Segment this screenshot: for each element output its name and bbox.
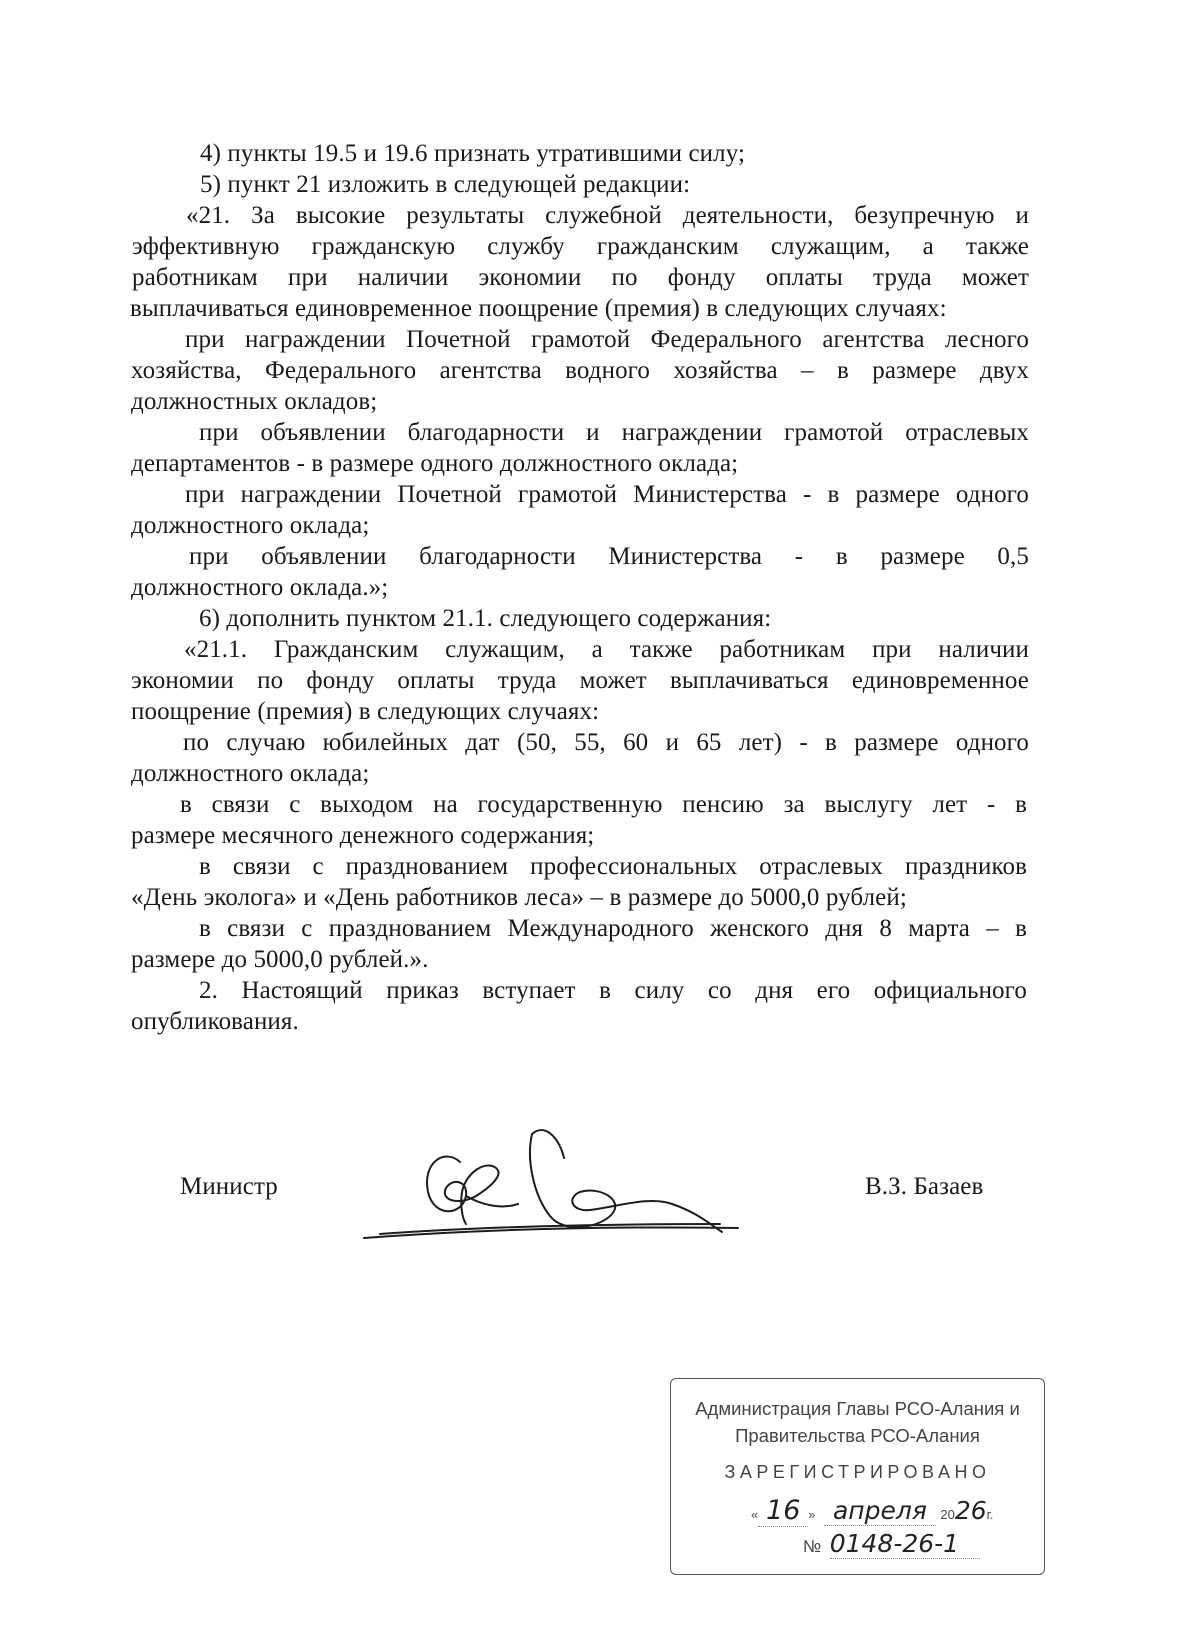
body-line: 2. Настоящий приказ вступает в силу со дня его официального: [199, 977, 1027, 1004]
body-line: по случаю юбилейных дат (50, 55, 60 и 65 лет) - в размере одного: [183, 729, 1029, 756]
handwritten-signature: [350, 1100, 750, 1240]
registration-stamp: [670, 1378, 1045, 1575]
stamp-number: 0148-26-1: [830, 1529, 980, 1559]
body-line: опубликования.: [131, 1008, 299, 1035]
body-line: хозяйства, Федерального агентства водного хозяйства – в размере двух: [131, 357, 1029, 384]
body-line: при награждении Почетной грамотой Федерального агентства лесного: [185, 326, 1029, 353]
stamp-number-row: [803, 1529, 980, 1559]
stamp-line-2: Правительства РСО-Алания: [735, 1425, 980, 1446]
body-line: должностных окладов;: [131, 388, 378, 415]
body-line: при награждении Почетной грамотой Министерства - в размере одного: [185, 481, 1029, 508]
body-line: при объявлении благодарности Министерства - в размере 0,5: [189, 543, 1029, 570]
body-line: должностного оклада;: [131, 760, 370, 787]
stamp-year-prefix: 20: [940, 1507, 955, 1522]
signatory-name: В.З. Базаев: [865, 1173, 984, 1200]
body-line: эффективную гражданскую службу гражданским служащим, а также: [132, 233, 1029, 260]
signatory-title: Министр: [180, 1173, 278, 1200]
stamp-date-day: 16: [758, 1495, 808, 1527]
stamp-number-label: №: [803, 1537, 822, 1556]
body-line: должностного оклада.»;: [131, 574, 389, 601]
stamp-year-unit: г.: [986, 1507, 994, 1522]
stamp-date-month: апреля: [824, 1496, 936, 1526]
body-line: в связи с празднованием Международного женского дня 8 марта – в: [199, 915, 1027, 942]
body-line: при объявлении благодарности и награждении грамотой отраслевых: [199, 419, 1029, 446]
stamp-line-1: Администрация Главы РСО-Алания и: [695, 1398, 1020, 1419]
body-line: «21.1. Гражданским служащим, а также работникам при наличии: [184, 636, 1029, 663]
body-line: «21. За высокие результаты служебной деятельности, безупречную и: [186, 202, 1029, 229]
body-line: «День эколога» и «День работников леса» – в размере до 5000,0 рублей;: [131, 884, 907, 911]
body-line: департаментов - в размере одного должностного оклада;: [131, 450, 739, 477]
body-line: выплачиваться единовременное поощрение (премия) в следующих случаях:: [130, 295, 947, 322]
body-line: должностного оклада;: [131, 512, 370, 539]
body-line: размере месячного денежного содержания;: [131, 822, 595, 849]
stamp-year-suffix: 26: [954, 1496, 987, 1525]
stamp-status: ЗАРЕГИСТРИРОВАНО: [724, 1462, 991, 1482]
body-line: 4) пункты 19.5 и 19.6 признать утратившими силу;: [200, 140, 746, 167]
stamp-date-row: « 16 » апреля 2026г.: [751, 1495, 994, 1526]
body-line: работникам при наличии экономии по фонду оплаты труда может: [132, 264, 1029, 291]
body-line: 5) пункт 21 изложить в следующей редакции:: [200, 171, 691, 198]
body-line: 6) дополнить пунктом 21.1. следующего содержания:: [199, 605, 772, 632]
body-line: поощрение (премия) в следующих случаях:: [131, 698, 600, 725]
body-line: размере до 5000,0 рублей.».: [131, 946, 429, 973]
body-line: в связи с празднованием профессиональных отраслевых праздников: [199, 853, 1027, 880]
body-line: экономии по фонду оплаты труда может выплачиваться единовременное: [131, 667, 1029, 694]
body-line: в связи с выходом на государственную пенсию за выслугу лет - в: [180, 791, 1027, 818]
